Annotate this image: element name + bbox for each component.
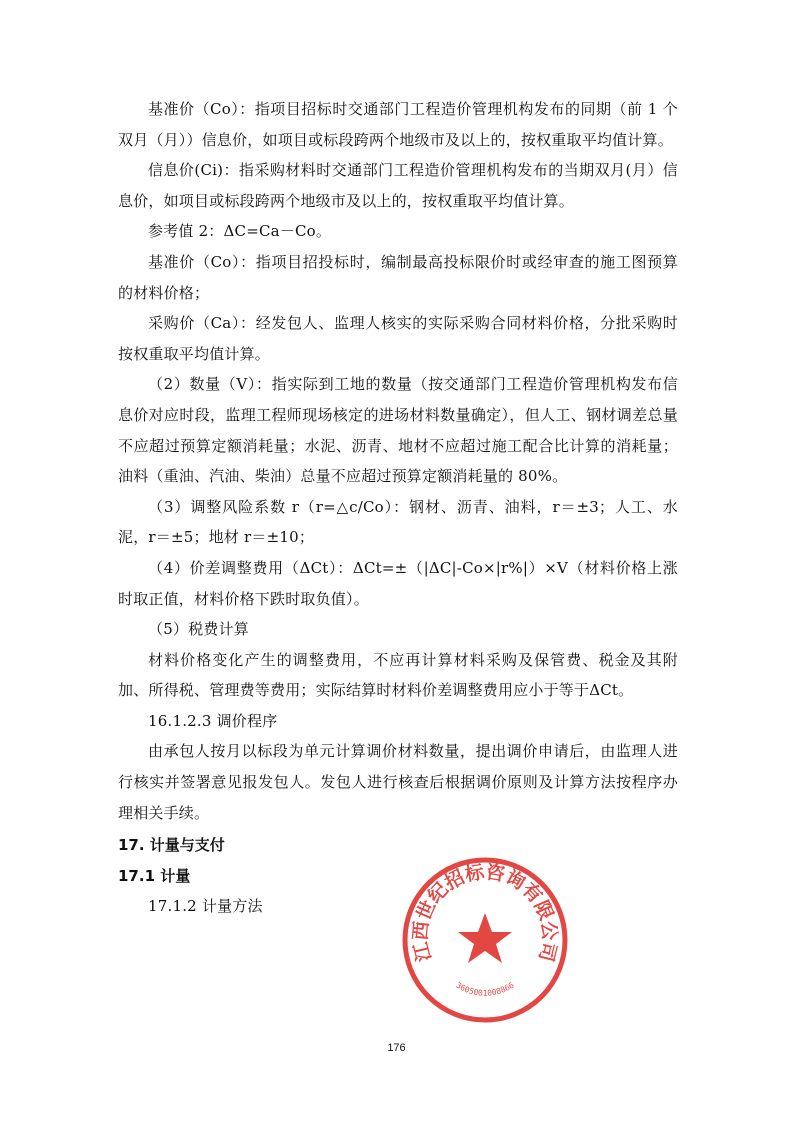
paragraph-adjustment-procedure-title: 16.1.2.3 调价程序 xyxy=(148,711,278,730)
page-body xyxy=(118,94,678,922)
paragraph-tax-calculation: （5）税费计算 xyxy=(148,620,249,639)
seal-code-text: 3605001008866 xyxy=(454,980,516,998)
section-heading-17: 17. 计量与支付 xyxy=(118,836,225,855)
company-seal-stamp xyxy=(400,855,570,1025)
paragraph-adjustment-fee: 材料价格变化产生的调整费用，不应再计算材料采购及保管费、税金及其附加、所得税、管理费等费用；实际结算时材料价差调整费用应小于等于ΔCt。 xyxy=(118,650,678,700)
paragraph-adjustment-procedure: 由承包人按月以标段为单元计算调价材料数量，提出调价申请后，由监理人进行核实并签署意见报发包人。发包人进行核查后根据调价原则及计算方法按程序办理相关手续。 xyxy=(118,742,678,822)
seal-name-text: 江西世纪招标咨询有限公司 xyxy=(409,861,561,964)
paragraph-reference-value-2: 参考值 2：ΔC=Ca－Co。 xyxy=(148,222,332,241)
paragraph-info-price-ci: 信息价(Ci)：指采购材料时交通部门工程造价管理机构发布的当期双月(月）信息价，如项目或标段跨两个地级市及以上的，按权重取平均值计算。 xyxy=(118,161,678,210)
paragraph-risk-coefficient: （3）调整风险系数 r（r=△c/Co）：钢材、沥青、油料，r＝±3；人工、水泥，r＝±5；地材 r＝±10； xyxy=(118,497,678,547)
paragraph-purchase-price-ca: 采购价（Ca）：经发包人、监理人核实的实际采购合同材料价格，分批采购时按权重取平均值计算。 xyxy=(118,314,678,363)
paragraph-price-difference-fee: （4）价差调整费用（ΔCt）：ΔCt=±（|ΔC|-Co×|r%|）×V（材料价格上涨时取正值，材料价格下跌时取负值）。 xyxy=(118,558,678,608)
page-number: 176 xyxy=(387,1042,406,1054)
paragraph-base-price-co: 基准价（Co）：指项目招标时交通部门工程造价管理机构发布的同期（前 1 个双月（月））信息价，如项目或标段跨两个地级市及以上的，按权重取平均值计算。 xyxy=(118,100,678,149)
subsection-heading-17-1-2: 17.1.2 计量方法 xyxy=(148,897,263,916)
seal-star-icon xyxy=(458,913,512,963)
paragraph-quantity-v: （2）数量（V）：指实际到工地的数量（按交通部门工程造价管理机构发布信息价对应时段，监理工程师现场核定的进场材料数量确定），但人工、钢材调差总量不应超过预算定额消耗量；水泥、沥青、地材不应超过施工配合比计算的消耗量；油料（重油、汽油、柴油）总量不应超过预算定额消耗量的 80%。 xyxy=(118,375,678,486)
section-heading-17-1: 17.1 计量 xyxy=(118,866,191,885)
paragraph-base-price-co-2: 基准价（Co）：指项目招投标时，编制最高投标限价时或经审查的施工图预算的材料价格； xyxy=(118,252,678,302)
